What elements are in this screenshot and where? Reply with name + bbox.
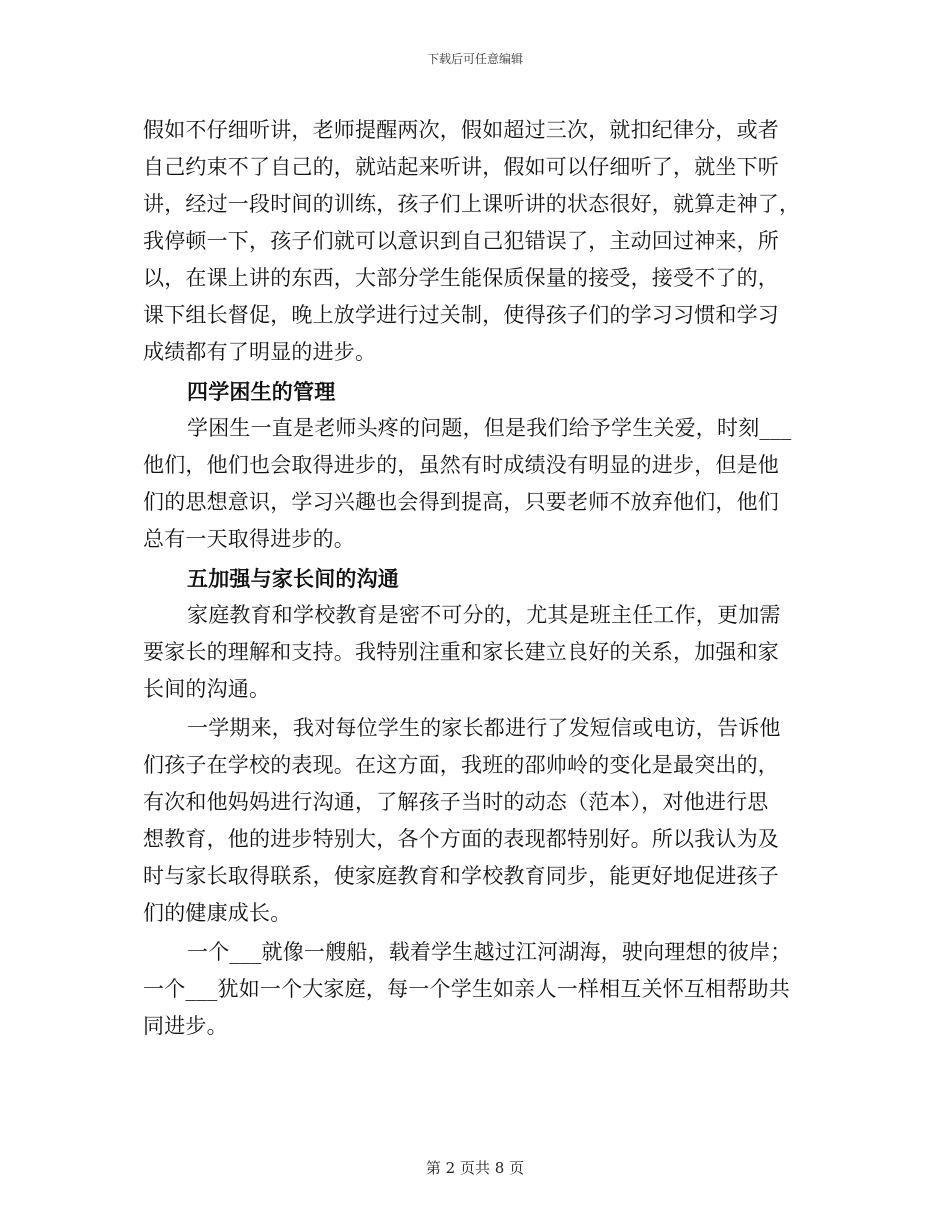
- body-line: 一个___犹如一个大家庭，每一个学生如亲人一样相互关怀互相帮助共: [143, 977, 790, 1001]
- body-line: 讲，经过一段时间的训练，孩子们上课听讲的状态很好，就算走神了，: [143, 192, 801, 216]
- body-line: 时与家长取得联系，使家庭教育和学校教育同步，能更好地促进孩子: [143, 864, 779, 888]
- body-line: 假如不仔细听讲，老师提醒两次，假如超过三次，就扣纪律分，或者: [143, 118, 779, 142]
- page-header: 下载后可任意编辑: [426, 52, 523, 66]
- section-heading: 四学困生的管理: [187, 379, 336, 404]
- body-line: 长间的沟通。: [143, 677, 271, 701]
- body-line: 们孩子在学校的表现。在这方面，我班的邵帅岭的变化是最突出的，: [143, 753, 779, 777]
- body-line: 有次和他妈妈进行沟通，了解孩子当时的动态（范本），对他进行思: [143, 790, 769, 814]
- body-line: 以，在课上讲的东西，大部分学生能保质保量的接受，接受不了的，: [143, 266, 779, 290]
- section-heading: 五加强与家长间的沟通: [187, 566, 399, 591]
- body-line: 他们，他们也会取得进步的，虽然有时成绩没有明显的进步，但是他: [143, 453, 779, 477]
- body-line: 自己约束不了自己的，就站起来听讲，假如可以仔细听了，就坐下听: [143, 155, 779, 179]
- body-line: 们的思想意识，学习兴趣也会得到提高，只要老师不放弃他们，他们: [143, 490, 779, 514]
- body-line: 同进步。: [143, 1014, 228, 1038]
- body-line: 想教育，他的进步特别大，各个方面的表现都特别好。所以我认为及: [143, 827, 779, 851]
- body-line: 一学期来，我对每位学生的家长都进行了发短信或电访，告诉他: [187, 716, 781, 740]
- body-line: 们的健康成长。: [143, 901, 292, 925]
- body-line: 成绩都有了明显的进步。: [143, 340, 377, 364]
- document-body: [143, 112, 806, 1045]
- body-line: 我停顿一下，孩子们就可以意识到自己犯错误了，主动回过神来，所: [143, 229, 779, 253]
- body-line: 学困生一直是老师头疼的问题，但是我们给予学生关爱，时刻___: [187, 416, 792, 440]
- body-line: 一个___就像一艘船，载着学生越过江河湖海，驶向理想的彼岸；: [187, 940, 792, 964]
- body-line: 要家长的理解和支持。我特别注重和家长建立良好的关系，加强和家: [143, 640, 779, 664]
- page-footer: 第 2 页共 8 页: [425, 1159, 525, 1177]
- body-line: 总有一天取得进步的。: [143, 527, 355, 551]
- body-line: 家庭教育和学校教育是密不可分的，尤其是班主任工作，更加需: [187, 603, 781, 627]
- body-line: 课下组长督促，晚上放学进行过关制，使得孩子们的学习习惯和学习: [143, 303, 779, 327]
